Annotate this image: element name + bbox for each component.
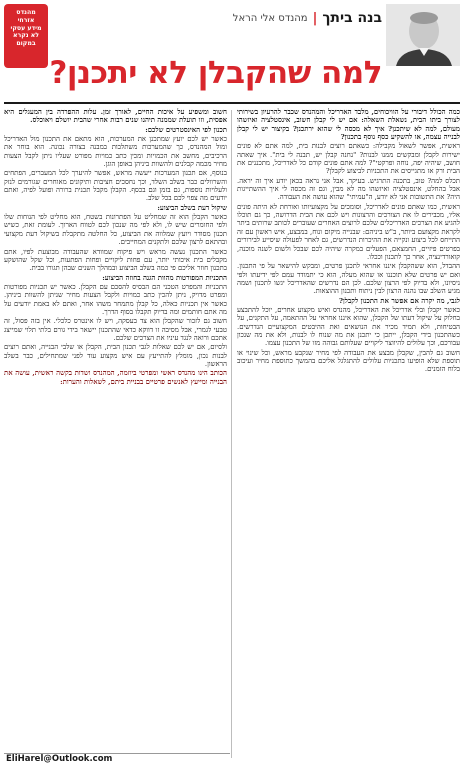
column-badge-line: לא נקרא (13, 32, 39, 40)
body-paragraph: ולסיום, אם יש לכם שאלות לגבי תכנון הבית, הקבלן או שלבי הבנייה, ואתם רוצים לבנות נכון, מומלץ להתייעץ עם איש מקצוע עוד לפני שמתחילים, כבר בשלב הראשון. (4, 343, 227, 368)
column-badge-line: במקום (16, 40, 36, 47)
column-badge-line: מהנדס (16, 9, 36, 16)
author-email: EliHarel@Outlook.com (6, 754, 113, 764)
column-badge-line: אזרחי (17, 16, 35, 24)
article-headline: למה שהקבלן לא יתכנן? (49, 55, 382, 91)
body-paragraph: התכניות והמפרט הטכני הם הבסיס להסכם עם הקבלן. כאשר יש תכניות מפורטות ומפרט מדויק, ניתן להכין כתב כמויות ולקבל הצעות מחיר שניתן להשוות ביניהן. כאשר אין תכניות כאלה, כל קבלן מתמחר משהו אחר, ואתם לא באמת יודעים על מה אתם חותמים ומה בדיוק תקבלו בסוף הדרך. (4, 282, 227, 316)
body-paragraph: חשוב גם להבין, שקבלן מבצע את העבודה לפי מחיר שנקבע מראש, וכל שינוי או תוספת שלא הופיעו בתכניות עלולים להתגלגל אליכם בהמשך כתוספת מחיר ועיכוב בלוח הזמנים. (237, 348, 460, 374)
body-paragraph: ההבדל, הוא ששהקבלן איננו אחראי לתכנן פרטים, ומבקש להישאר על פי התכנון. ואם יש פרטים שלא תוכננו או שהוא מעלה, הוא כי יתמודד עמם לפי ידיעתו ולפי ניסיונו, ולא בדיוק לפי הרצון שלכם. לכן הם נדרשים שהאדריכל יגשו לתכנון ושמה מגיע השלב שבו נהנה הרצון לבין ניתוח ותכנון ההוצאות. (237, 262, 460, 296)
article-body (4, 108, 460, 760)
section-subheading: תכנון לפי האינסטרטים שלכם: (145, 125, 227, 134)
body-paragraph: חשוב גם לזכור שהקבלן הוא צד בעסקה, ויש לו אינטרס כלכלי. אין בזה פסול, זה טבעי לגמרי, אבל מסיבה זו דווקא כדאי שהתכנון יישאר בידי גורם בלתי תלוי שמייצג אתכם ורואה לנגד עיניו את הצרכים שלכם. (4, 317, 227, 342)
author-photo (386, 4, 460, 66)
section-subheading: התכניות המפורטות מהוות הגנה בחוזה הביצוע: (102, 273, 227, 282)
byline-separator: | (312, 10, 318, 26)
body-paragraph: כאשר יש לכם יועץ שמתכנן את המערכות, הוא מתאם את התכנון מול האדריכל ומול המהנדס, כך שהמערכות משתלבות במבנה בצורה נכונה. הוא בוחר את הרכיבים, מחשב את הכמויות ומכין כתב כמויות מפורט שעליו ניתן לקבל הצעות מחיר מכמה קבלנים ולהשוות ביניהן באופן הוגן. (4, 135, 227, 169)
section-subheading: לגבי, מה יקרה אם אפשר את התכנון לקבלן? (338, 296, 460, 305)
body-paragraph: כאשר יקבלן ובלי אדריכל את האדריכל, מהנדס ואיש מקצוע אחרים, יוכל להתבצע בחלוק על שיקול דעתו של הקבלן, שהוא איננו אחראי על ההתאמה, על התקנים, על הבטיחות, ולא תמיד מכיר את הנושאים ואת ההיבטים המקצועיים הנדרשים. כשהתכנון בידי הקבלן, ייתכן כי יתכנן את מה שנוח לו לבנות, ולא את מה שנכון עבורכם, וכך עלולים להיווצר ליקויים שעלותם גבוהה מזו של התכנון עצמו. (237, 305, 460, 348)
body-paragraph: ראשית, כמו שאתם פונים לאדריכל, וסומכים על מקצועיותו ואורחת לא היתה פונים אליו, מכבירים לו את הצורכים והרצונות ויש לכם את הבית הדרושה, כך גם תוכלו להגיע את הצרכים האדריכלים שלכם לרוצים האחרים שעוברים לכותב שרותים ביתר לקראת מקצועם ביותר, ב"ש ביניהם: שבנייה מיקום ונוח, במבצע, איש ראשון עם זה התייחס לכל ביצוע ונקייה את ההיכרות הנדרשים, גם לאחר לפעולה שיסייע לבירורים בפרטים פיזיים, החמצאם, הפעלים במקרה שיהיה לכם שבכל ולשום לשנה מוכנה, קואורדינציה, אחר כך לתכנון וככלו. (237, 202, 460, 261)
author-portrait-image (386, 4, 460, 66)
section-subheading: שיקול דעת בשלב הביצוע: (157, 203, 227, 212)
body-paragraph: בנוסף, אם תכנון המערכות ייעשה מראש, אפשר להיערך לכל המעברים, הפתחים והשרוולים כבר בשלב השלד, וכך נחסכים חציבות ותיקונים מאוחרים שגורמים לנזק ולעלויות נוספות, גם בזמן וגם בכסף. הקבלן מקבל תכנית ברורה ופועל לפיה, ואתם יודעים מה צפוי לכם בכל שלב. (4, 169, 227, 203)
author-bio: הכותב הינו מהנדס ראשי ומפרטי ביוזמה, המהנדס ושדות בקשה ראשית, עושה את הבנייה ומייעץ לאנשים פרטיים בבניית ביתם, לשאלות והערות: (4, 369, 227, 386)
column-name: בנה ביתך (322, 10, 382, 26)
body-paragraph: כמה הכולל דיבורי על הוויכוחים, מלבד האדריכל והמהנדס שכבר להרעיון בשירותי לצורך ביתו הבית, נשאלת השאלה: אם יש לי קבלן חשוב, אינסטלציה ואיזשהו מעולם, למה לא שיתכנן? איך לא מכסה לי שהוא ירתכנן? בקיצור יש לי קבלן לבנייה עצמה, או להשקיע כסף נוסף בתכנון? (237, 108, 460, 142)
text-column-left (4, 108, 227, 760)
body-paragraph: תכלס למה? טוב, בתכנה התרגיש. בעיקר, אבל אני נראה בכאן יודע איך זה יראה. אבל בהחלט, אינסטלציה ואיזשהו מה לא מבין, וגם זה מכסה לי איך ההשתייגות היה? את התשובות אני לא יודע, ה"עמיתי" שהוא עושה את העבודה. (237, 176, 460, 202)
body-paragraph: ראשית, אפשר לשאול מקבילה: כשאתם רוצים לבנות בית, למה אתם לא פונים ישירות לקבלן ומבקשים ממנו לבנות? "נחנה קבלן יש, תבנה לי בית". איך שאתה חושב, שיהיה יפה, נוחה ופרקטי"? למה אתם פונים קודם כל לאדריכל, מתכננים את הבית ורק אז מתגייסים את התכניות לביצוע לקבלן? (237, 142, 460, 176)
author-name: מהנדס אלי הראל (232, 12, 308, 24)
text-column-right (237, 108, 460, 760)
header-divider (4, 102, 460, 104)
article-header (0, 0, 464, 108)
body-paragraph: כאשר הקבלן הוא זה שמחליט על הפתרונות בשטח, הוא מחליט לפי הנוחות שלו ולפי החומרים שיש לו, ולא לפי מה שנכון לכם לטווח הארוך. לעומת זאת, כשיש תכנון מסודר ויועץ שמלווה את הביצוע, כל החלטה מתקבלת בשיקול דעת מקצועי ובהתאם לרצון שלכם ולתקנים המחייבים. (4, 213, 227, 247)
byline (233, 10, 382, 26)
body-paragraph: כאשר התכנון נעשה מראש ויש פיקוח שמוודא שהעבודה מבוצעת לפיו, אתם מקבלים בית איכותי יותר, עם פחות ליקויים ופחות הפתעות, וכל שקל שהושקע בתכנון חוזר אליכם פי כמה בשלב הביצוע ובמהלך השנים שבהן תגורו בבית. (4, 247, 227, 273)
column-badge-line: מידע עסקי (10, 24, 42, 32)
column-badge (4, 4, 48, 68)
column-divider (231, 110, 232, 758)
body-paragraph: חשוב ומשפיע על איכות החיים, לאורך זמן. עלות ההפרדה בין המעגלים היא אפסית, וזו תועלת שממנה תיהנו שנים רבות אחרי שהבית יושלם ויאוכלס. (4, 108, 227, 125)
